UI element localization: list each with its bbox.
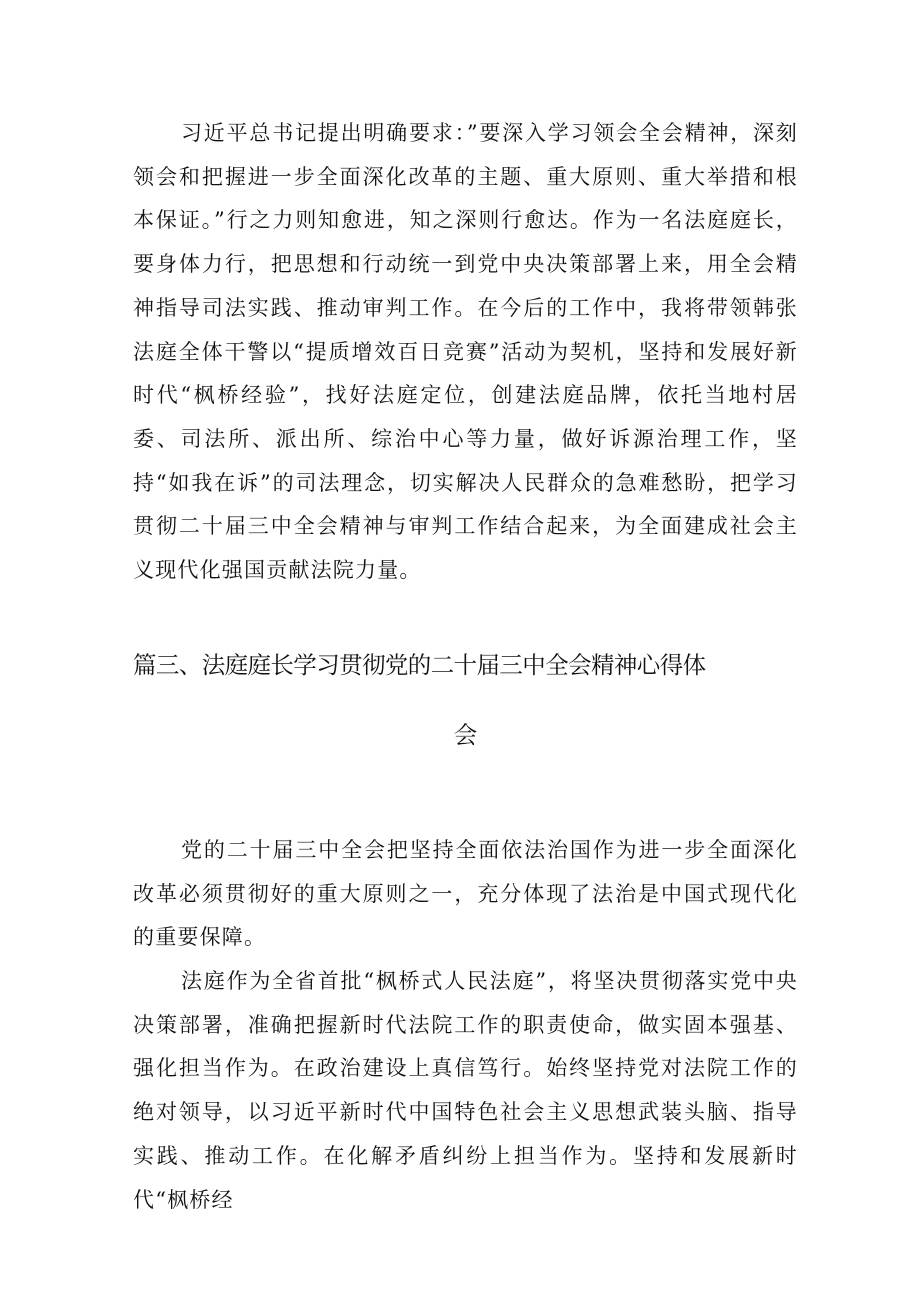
section-heading-continuation: 会 (453, 721, 478, 749)
body-paragraph: 习近平总书记提出明确要求：”要深入学习领会全会精神，深刻领会和把握进一步全面深化改革的主题、重大原则、重大举措和根本保证。”行之力则知愈进，知之深则行愈达。作为一名法庭庭长，要身体力行，把思想和行动统一到党中央决策部署上来，用全会精神指导司法实践、推动审判工作。在今后的工作中，我将带领韩张法庭全体干警以“提质增效百日竞赛”活动为契机，坚持和发展好新时代“枫桥经验”，找好法庭定位，创建法庭品牌，依托当地村居委、司法所、派出所、综治中心等力量，做好诉源治理工作，坚持“如我在诉”的司法理念，切实解决人民群众的急难愁盼，把学习贯彻二十届三中全会精神与审判工作结合起来，为全面建成社会主义现代化强国贡献法院力量。 (133, 121, 798, 583)
body-paragraph: 法庭作为全省首批“枫桥式人民法庭”，将坚决贯彻落实党中央决策部署，准确把握新时代法院工作的职责使命，做实固本强基、强化担当作为。在政治建设上真信笃行。始终坚持党对法院工作的绝对领导，以习近平新时代中国特色社会主义思想武装头脑、指导实践、推动工作。在化解矛盾纠纷上担当作为。坚持和发展新时代“枫桥经 (133, 969, 798, 1212)
section-heading: 篇三、法庭庭长学习贯彻党的二十届三中全会精神心得体 (133, 651, 706, 679)
body-paragraph: 党的二十届三中全会把坚持全面依法治国作为进一步全面深化改革必须贯彻好的重大原则之一，充分体现了法治是中国式现代化的重要保障。 (133, 838, 798, 950)
